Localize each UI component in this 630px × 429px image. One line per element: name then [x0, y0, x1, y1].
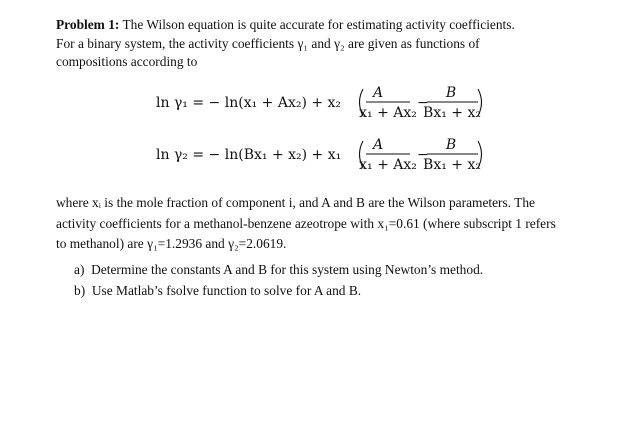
task-a-text: Determine the constants A and B for this system using Newton’s method.: [91, 262, 484, 277]
eq1-den1: x₁ + Ax₂: [359, 105, 417, 121]
equation-gamma1: [156, 85, 482, 121]
task-b-marker: b): [74, 283, 86, 298]
task-a: [74, 259, 604, 280]
task-list: [74, 259, 604, 301]
eq1-lhs: ln γ₁ = − ln(x₁ + Ax₂) + x₂: [156, 95, 342, 111]
intro-line-2: For a binary system, the activity coefficients γ₁ and γ₂ are given as functions of: [56, 35, 480, 51]
eq1-num2: B: [445, 85, 457, 101]
eq2-den2: Bx₁ + x₂: [423, 157, 481, 173]
intro-line-3: compositions according to: [56, 54, 198, 69]
task-b: [74, 280, 604, 301]
eq2-num1: A: [372, 137, 384, 153]
wilson-equations: [0, 0, 630, 190]
eq2-num2: B: [445, 137, 457, 153]
eq2-lhs: ln γ₂ = − ln(Bx₁ + x₂) + x₁: [156, 147, 342, 163]
eq1-den2: Bx₁ + x₂: [423, 105, 481, 121]
equation-gamma2: [156, 137, 482, 173]
eq2-den1: x₁ + Ax₂: [359, 157, 417, 173]
where-line-1: where xᵢ is the mole fraction of component i, and A and B are the Wilson parameters. The: [56, 195, 535, 210]
where-line-3: to methanol) are γ₁=1.2936 and γ₂=2.0619.: [56, 236, 287, 251]
task-a-marker: a): [74, 262, 85, 277]
problem-label: Problem 1:: [56, 17, 120, 32]
where-line-2: activity coefficients for a methanol-benzene azeotrope with x₁=0.61 (where subscript 1 refers: [56, 215, 556, 231]
intro-text-1: The Wilson equation is quite accurate for estimating activity coefficients.: [119, 17, 515, 32]
eq1-num1: A: [372, 85, 384, 101]
eq2-minus: −: [417, 147, 429, 163]
where-paragraph: [56, 193, 616, 255]
task-b-text: Use Matlab’s fsolve function to solve for A and B.: [91, 283, 362, 298]
eq1-minus: −: [417, 95, 429, 111]
